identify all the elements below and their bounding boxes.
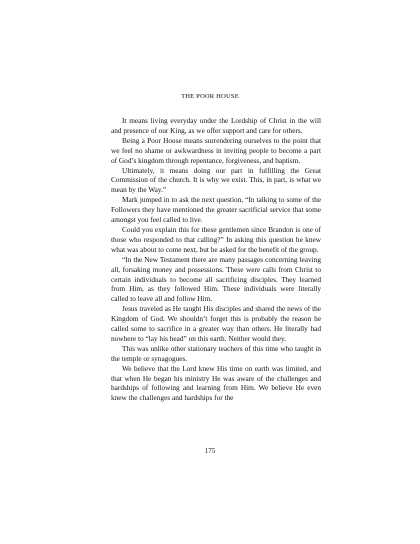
body-text	[111, 116, 321, 403]
paragraph: Could you explain this for these gentlemen since Brandon is one of those who responded to that calling?” In asking this question he knew what was about to come next, but he asked for the benefit of the group.	[111, 224, 321, 254]
paragraph: It means living everyday under the Lordship of Christ in the will and presence of our King, as we offer support and care for others.	[111, 116, 321, 135]
page-number: 175	[204, 447, 216, 455]
paragraph: Mark jumped in to ask the next question, “In talking to some of the Followers they have mentioned the greater sacrificial service that some amongst you feel called to live.	[111, 195, 321, 225]
paragraph: Being a Poor House means surrendering ourselves to the point that we feel no shame or awkwardness in inviting people to become a part of God’s kingdom through repentance, forgiveness, and baptism.	[111, 135, 321, 165]
paragraph: We believe that the Lord knew His time on earth was limited, and that when He began his ministry He was aware of the challenges and hardships of following and learning from Him. We believe He even knew the challenges and hardships for the	[111, 363, 321, 403]
running-head: THE POOR HOUSE	[181, 93, 239, 100]
paragraph: Ultimately, it means doing our part in fulfilling the Great Commission of the church. It is why we exist. This, in part, is what we mean by the Way.”	[111, 165, 321, 195]
paragraph: “In the New Testament there are many passages concerning leaving all, forsaking money and possessions. These were calls from Christ to certain individuals to become all sacrificing disciples. They learned from Him, as they followed Him. These individuals were literally called to leave all and follow Him.	[111, 254, 321, 304]
paragraph: Jesus traveled as He taught His disciples and shared the news of the Kingdom of God. We shouldn’t forget this is probably the reason he called some to sacrifice in a greater way than others. He literally had nowhere to “lay his head” on this earth. Neither would they.	[111, 304, 321, 343]
paragraph: This was unlike other stationary teachers of this time who taught in the temple or synagogues.	[111, 343, 321, 363]
